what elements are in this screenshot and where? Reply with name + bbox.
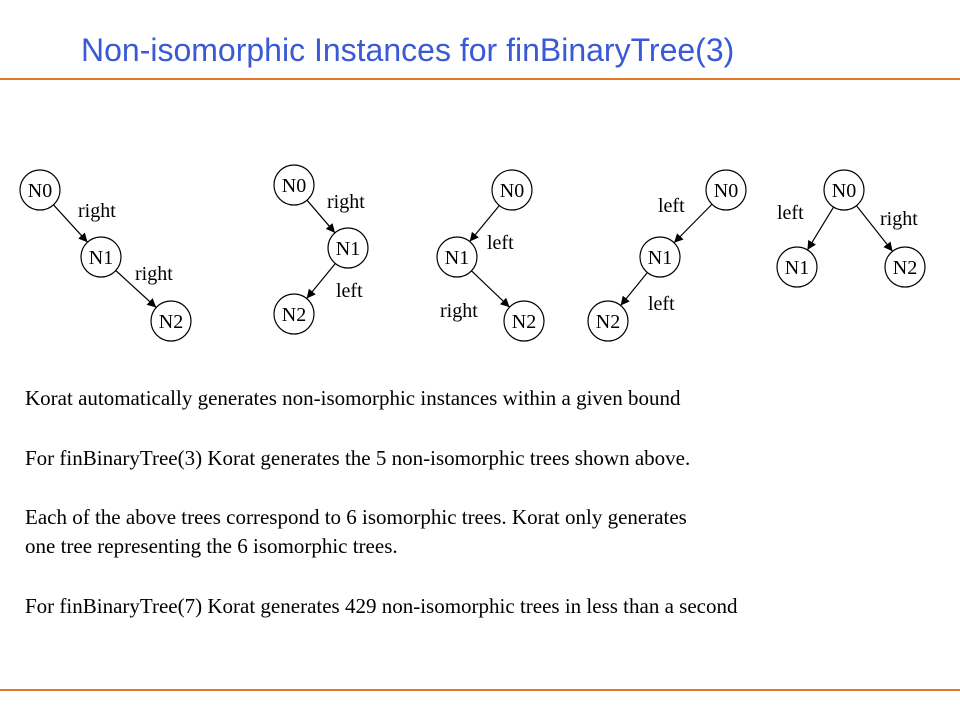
- node-label: N0: [499, 180, 525, 202]
- node-label: N0: [27, 180, 53, 202]
- paragraph-1: [25, 384, 681, 413]
- edge-arrow: [307, 263, 336, 298]
- edge-label: right: [880, 208, 918, 230]
- node-label: N1: [335, 238, 361, 260]
- tree-4: [588, 170, 746, 341]
- node-label: N1: [647, 247, 673, 269]
- node-label: N2: [595, 311, 621, 333]
- paragraph-2: [25, 444, 690, 473]
- paragraph-line: For finBinaryTree(3) Korat generates the 5 non-isomorphic trees shown above.: [25, 446, 691, 470]
- node-label: N0: [713, 180, 739, 202]
- paragraph-line: For finBinaryTree(7) Korat generates 429 non-isomorphic trees in less than a second: [25, 594, 738, 618]
- paragraph-line: one tree representing the 6 isomorphic trees.: [25, 534, 398, 558]
- paragraph-line: Each of the above trees correspond to 6 isomorphic trees. Korat only generates: [25, 505, 687, 529]
- edge-label: right: [78, 200, 116, 222]
- paragraph-3: [25, 503, 687, 561]
- edge-arrow: [621, 273, 648, 306]
- tree-5: [777, 170, 925, 287]
- node-label: N2: [281, 304, 307, 326]
- edge-arrow: [807, 207, 833, 250]
- node-label: N1: [444, 247, 470, 269]
- node-label: N0: [281, 175, 307, 197]
- tree-1: [20, 170, 191, 341]
- tree-2: [274, 165, 368, 334]
- edge-label: left: [648, 293, 675, 315]
- tree-3: [437, 170, 544, 341]
- slide-title: Non-isomorphic Instances for finBinaryTree(3): [81, 32, 735, 68]
- paragraph-line: Korat automatically generates non-isomorphic instances within a given bound: [25, 386, 681, 410]
- node-label: N1: [88, 247, 114, 269]
- footer-divider: [0, 689, 960, 691]
- paragraph-4: [25, 592, 737, 621]
- node-label: N2: [158, 311, 184, 333]
- edge-label: left: [336, 280, 363, 302]
- edge-label: left: [487, 232, 514, 254]
- edge-label: right: [440, 300, 478, 322]
- node-label: N2: [892, 257, 918, 279]
- node-label: N1: [784, 257, 810, 279]
- node-label: N2: [511, 311, 537, 333]
- edge-label: left: [658, 195, 685, 217]
- edge-label: right: [327, 191, 365, 213]
- edge-label: right: [135, 263, 173, 285]
- node-label: N0: [831, 180, 857, 202]
- edge-label: left: [777, 202, 804, 224]
